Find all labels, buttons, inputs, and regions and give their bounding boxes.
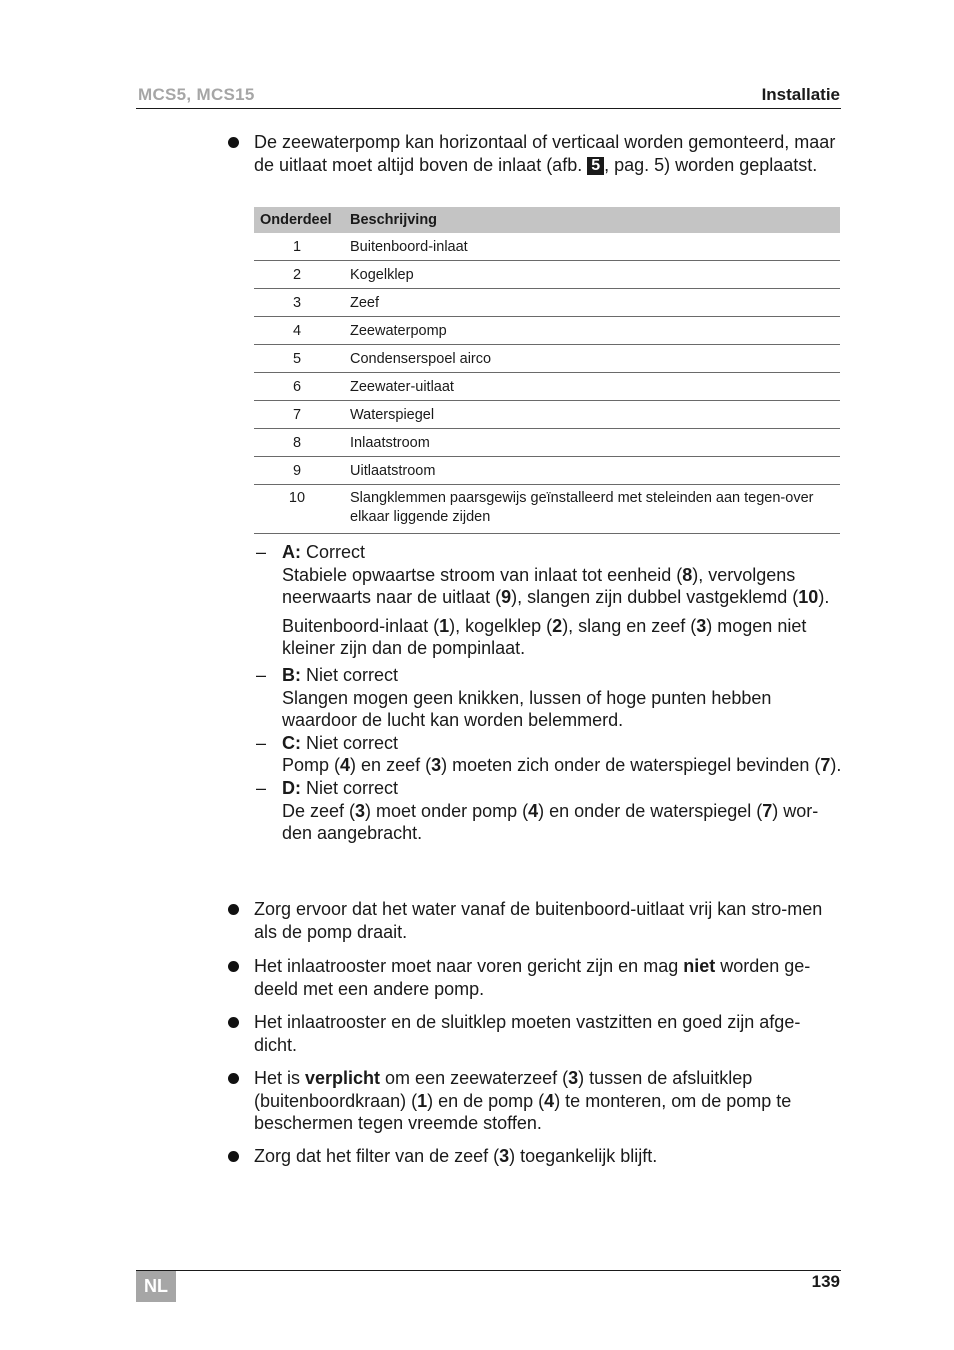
table-row: 10 Slangklemmen paarsgewijs geïnstalleerd met steleinden aan tegen-over elkaar liggende zijden [254, 485, 840, 534]
bullet-icon [228, 904, 239, 915]
bullet-icon [228, 137, 239, 148]
table-row: 7 Waterspiegel [254, 401, 840, 429]
bullet-icon [228, 1073, 239, 1084]
table-row: 4 Zeewaterpomp [254, 317, 840, 345]
bullet-inlet-grille: Het inlaatrooster moet naar voren gericht zijn en mag niet worden ge-deeld met een andere pomp. [254, 955, 842, 1000]
header-section-title: Installatie [761, 85, 840, 104]
dash-marker: – [256, 542, 267, 562]
table-row: 9 Uitlaatstroom [254, 457, 840, 485]
table-row: 2 Kogelklep [254, 261, 840, 289]
bullet-icon [228, 1017, 239, 1028]
footer-rule [136, 1270, 841, 1271]
table-row: 5 Condenserspoel airco [254, 345, 840, 373]
language-badge: NL [136, 1271, 176, 1302]
table-row: 3 Zeef [254, 289, 840, 317]
table-row: 8 Inlaatstroom [254, 429, 840, 457]
list-item-d: – D: Niet correct De zeef (3) moet onder pomp (4) en onder de waterspiegel (7) wor-den aangebracht. [256, 777, 819, 844]
table-header-description: Beschrijving [344, 207, 840, 233]
list-item-a: – A: Correct Stabiele opwaartse stroom van inlaat tot eenheid (8), vervolgens neerwaarts naar de uitlaat (9), slangen zijn dubbel vastgeklemd (10). Buitenboord-inlaat (1), kogelklep (2), slang en zeef (3) mogen niet kleiner zijn dan de pompinlaat. [256, 542, 830, 659]
bullet-inlet-seal: Het inlaatrooster en de sluitklep moeten vastzitten en goed zijn afge-dicht. [254, 1011, 842, 1056]
header-model: MCS5, MCS15 [138, 85, 255, 104]
header-rule [136, 108, 841, 109]
table-row: 1 Buitenboord-inlaat [254, 233, 840, 261]
dash-marker: – [256, 664, 267, 685]
table-row: 6 Zeewater-uitlaat [254, 373, 840, 401]
bullet-outlet-flow: Zorg ervoor dat het water vanaf de buitenboord-uitlaat vrij kan stro-men als de pomp draait. [254, 898, 842, 943]
intro-bullet: De zeewaterpomp kan horizontaal of verticaal worden gemonteerd, maar de uitlaat moet altijd boven de inlaat (afb. 5 , pag. 5) worden geplaatst. [254, 131, 842, 176]
dash-marker: – [256, 732, 267, 753]
list-item-b: – B: Niet correct Slangen mogen geen knikken, lussen of hoge punten hebben waardoor de lucht kan worden belemmerd. [256, 664, 772, 731]
dash-marker: – [256, 777, 267, 798]
parts-table [254, 207, 840, 534]
bullet-icon [228, 961, 239, 972]
table-header-part: Onderdeel [254, 207, 344, 233]
page-number: 139 [811, 1272, 840, 1291]
list-item-c: – C: Niet correct Pomp (4) en zeef (3) moeten zich onder de waterspiegel bevinden (7). [256, 732, 842, 776]
figure-reference-badge: 5 [587, 157, 604, 175]
configuration-list [256, 541, 842, 845]
bullet-filter-access: Zorg dat het filter van de zeef (3) toegankelijk blijft. [254, 1145, 842, 1168]
table-header-row [254, 207, 840, 233]
bullet-strainer-required: Het is verplicht om een zeewaterzeef (3) tussen de afsluitklep (buitenboordkraan) (1) en de pomp (4) te monteren, om de pomp te beschermen tegen vreemde stoffen. [254, 1067, 842, 1135]
bullet-icon [228, 1151, 239, 1162]
